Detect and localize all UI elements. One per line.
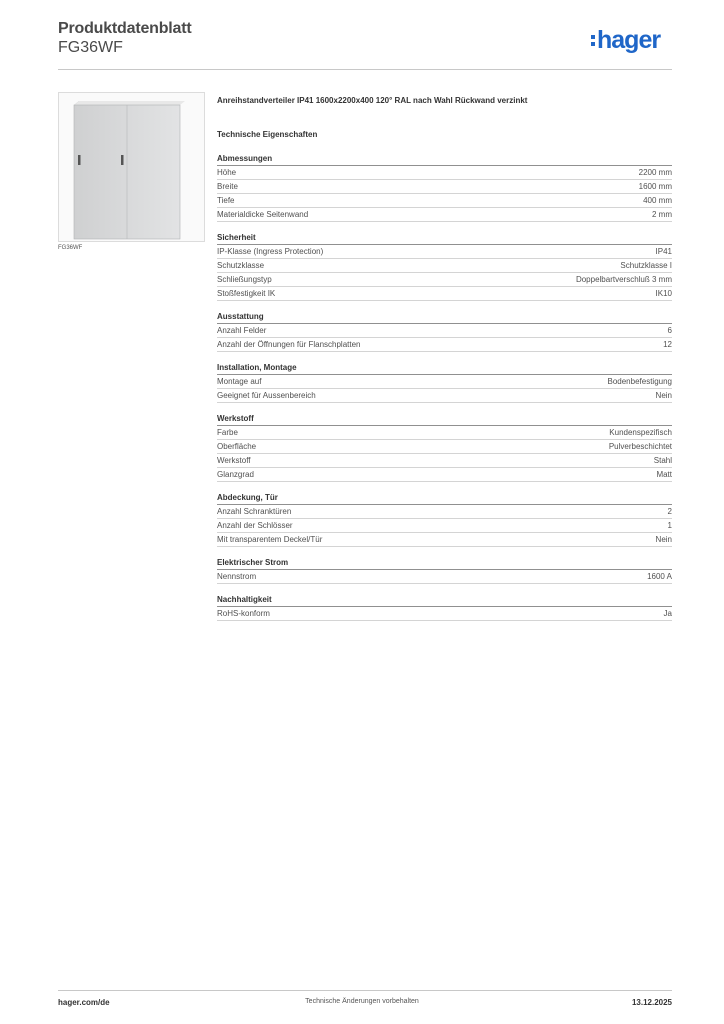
property-value: 400 mm [643,196,672,205]
property-value: 1600 mm [638,182,672,191]
property-label: Nennstrom [217,572,257,581]
property-label: Werkstoff [217,456,251,465]
section-title: Abmessungen [217,153,672,166]
property-label: Anzahl der Öffnungen für Flanschplatten [217,340,361,349]
property-section [217,492,672,547]
property-label: Schließungstyp [217,275,272,284]
property-value: 1600 A [647,572,672,581]
property-row [217,338,672,352]
property-label: Anzahl der Schlösser [217,521,293,530]
product-image-caption: FG36WF [58,245,83,251]
property-row [217,454,672,468]
property-row [217,505,672,519]
property-label: Farbe [217,428,238,437]
property-row [217,570,672,584]
property-label: Montage auf [217,377,262,386]
section-title: Abdeckung, Tür [217,492,672,505]
footer-website: hager.com/de [58,998,110,1007]
property-value: 2200 mm [638,168,672,177]
property-row [217,194,672,208]
logo-mark-icon [591,35,595,46]
property-value: IP41 [655,247,672,256]
product-image [58,92,205,242]
property-row [217,273,672,287]
logo-text: hager [597,26,661,54]
property-row [217,166,672,180]
property-section [217,557,672,584]
property-value: Stahl [653,456,672,465]
property-value: Matt [656,470,672,479]
property-label: Geeignet für Aussenbereich [217,391,316,400]
property-label: Schutzklasse [217,261,265,270]
property-value: 12 [663,340,672,349]
property-row [217,468,672,482]
property-value: IK10 [655,289,672,298]
property-label: IP-Klasse (Ingress Protection) [217,247,324,256]
property-label: Anzahl Felder [217,326,267,335]
section-title: Werkstoff [217,413,672,426]
property-row [217,607,672,621]
property-value: Ja [663,609,672,618]
property-label: Materialdicke Seitenwand [217,210,309,219]
section-title: Installation, Montage [217,362,672,375]
property-value: Nein [655,391,672,400]
property-value: 6 [667,326,672,335]
property-value: 2 [667,507,672,516]
property-label: RoHS-konform [217,609,270,618]
property-row [217,259,672,273]
section-title: Elektrischer Strom [217,557,672,570]
property-value: Doppelbartverschluß 3 mm [575,275,672,284]
property-row [217,389,672,403]
header-divider [58,69,672,70]
footer-divider [58,990,672,991]
property-section [217,594,672,621]
product-details [217,93,672,631]
property-value: Pulverbeschichtet [608,442,672,451]
property-section [217,311,672,352]
property-row [217,287,672,301]
property-value: Nein [655,535,672,544]
section-title: Ausstattung [217,311,672,324]
property-row [217,440,672,454]
property-label: Stoßfestigkeit IK [217,289,276,298]
property-section [217,232,672,301]
property-label: Höhe [217,168,237,177]
property-sections [217,153,672,621]
property-section [217,362,672,403]
footer-notice: Technische Änderungen vorbehalten [305,998,419,1005]
property-value: Kundenspezifisch [609,428,672,437]
brand-logo [591,27,660,53]
property-row [217,324,672,338]
page-title: Produktdatenblatt [58,20,192,37]
section-title: Sicherheit [217,232,672,245]
footer-date: 13.12.2025 [631,998,672,1007]
property-label: Glanzgrad [217,470,254,479]
property-value: 1 [667,521,672,530]
enclosure-cabinet-image [59,93,204,241]
property-label: Breite [217,182,238,191]
product-description: Anreihstandverteiler IP41 1600x2200x400 120° RAL nach Wahl Rückwand verzinkt [217,96,528,105]
property-label: Mit transparentem Deckel/Tür [217,535,323,544]
property-label: Anzahl Schranktüren [217,507,292,516]
property-value: Bodenbefestigung [607,377,672,386]
property-row [217,375,672,389]
property-value: 2 mm [652,210,672,219]
property-section [217,153,672,222]
property-row [217,533,672,547]
property-label: Tiefe [217,196,235,205]
property-value: Schutzklasse I [620,261,672,270]
tech-properties-heading: Technische Eigenschaften [217,130,318,139]
product-code: FG36WF [58,39,123,56]
property-row [217,426,672,440]
property-row [217,208,672,222]
property-row [217,519,672,533]
property-row [217,245,672,259]
property-label: Oberfläche [217,442,257,451]
section-title: Nachhaltigkeit [217,594,672,607]
property-row [217,180,672,194]
property-section [217,413,672,482]
